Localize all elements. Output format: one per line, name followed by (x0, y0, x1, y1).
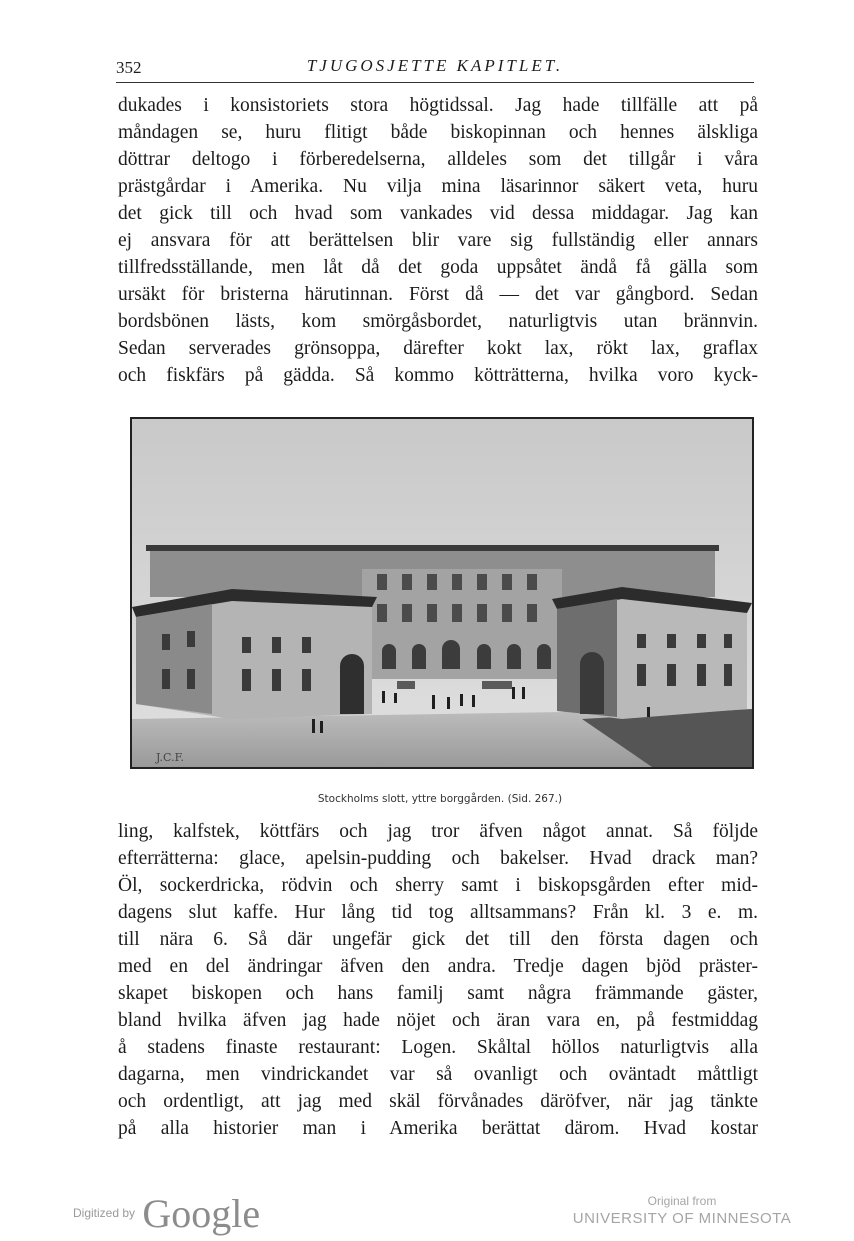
text-line: till nära 6. Så där ungefär gick det till den första dagen och (118, 929, 758, 950)
text-line: dagarna, men vindrickandet var så ovanligt och oväntadt måttligt (118, 1064, 758, 1085)
engraver-signature: J.C.F. (156, 751, 184, 764)
digitized-by-label: Digitized by (73, 1206, 136, 1220)
original-from-label: Original from (647, 1194, 717, 1208)
text-line: prästgårdar i Amerika. Nu vilja mina läsarinnor säkert veta, huru (118, 176, 758, 197)
text-line: dagens slut kaffe. Hur lång tid tog alltsammans? Från kl. 3 e. m. (118, 902, 758, 923)
text-line: skapet biskopen och hans familj samt några främmande gäster, (118, 983, 758, 1004)
page-header (116, 56, 754, 83)
digitized-by-watermark (73, 1190, 260, 1237)
right-portal (580, 652, 604, 714)
left-wing-shadow (136, 604, 212, 714)
palace-engraving (132, 419, 752, 767)
text-line: döttrar deltogo i förberedelserna, alldeles som det tillgår i våra (118, 149, 758, 170)
running-title: TJUGOSJETTE KAPITLET. (306, 56, 564, 75)
text-line: ling, kalfstek, köttfärs och jag tror äfven något annat. Så följde (118, 821, 758, 842)
palace-illustration (130, 417, 754, 769)
institution-name: UNIVERSITY OF MINNESOTA (572, 1210, 792, 1227)
text-line: med en del ändringar äfven den andra. Tredje dagen bjöd präster- (118, 956, 758, 977)
paragraph-1 (118, 92, 758, 389)
google-logo: Google (142, 1191, 261, 1236)
text-line: ej ansvara för att berättelsen blir vare sig fullständig eller annars (118, 230, 758, 251)
text-line: på alla historier man i Amerika berättat därom. Hvad kostar (118, 1118, 758, 1139)
text-line: och fiskfärs på gädda. Så kommo kötträtterna, hvilka voro kyck- (118, 365, 758, 386)
text-line: efterrätterna: glace, apelsin-pudding och bakelser. Hvad drack man? (118, 848, 758, 869)
original-from-watermark (572, 1194, 792, 1227)
text-line: det gick till och hvad som vankades vid dessa middagar. Jag kan (118, 203, 758, 224)
left-portal (340, 654, 364, 714)
text-line: dukades i konsistoriets stora högtidssal. Jag hade tillfälle att på (118, 95, 758, 116)
text-line: bland hvilka äfven jag hade nöjet och äran vara en, på festmiddag (118, 1010, 758, 1031)
text-line: Sedan serverades grönsoppa, därefter kokt lax, rökt lax, graflax (118, 338, 758, 359)
text-line: och ordentligt, att jag med skäl förvånades däröfver, när jag tänkte (118, 1091, 758, 1112)
palace-roof-line (146, 545, 719, 551)
text-line: måndagen se, huru flitigt både biskopinnan och hennes älskliga (118, 122, 758, 143)
text-line: bordsbönen lästs, kom smörgåsbordet, naturligtvis utan brännvin. (118, 311, 758, 332)
figure-caption: Stockholms slott, yttre borggården. (Sid. 267.) (317, 793, 563, 805)
page-number: 352 (116, 58, 142, 77)
text-line: å stadens finaste restaurant: Logen. Skåltal höllos naturligtvis alla (118, 1037, 758, 1058)
text-line: ursäkt för bristerna härutinnan. Först då — det var gångbord. Sedan (118, 284, 758, 305)
text-line: tillfredsställande, men låt då det goda uppsåtet ändå få gälla som (118, 257, 758, 278)
text-line: Öl, sockerdricka, rödvin och sherry samt i biskopsgården efter mid- (118, 875, 758, 896)
paragraph-2 (118, 818, 758, 1142)
